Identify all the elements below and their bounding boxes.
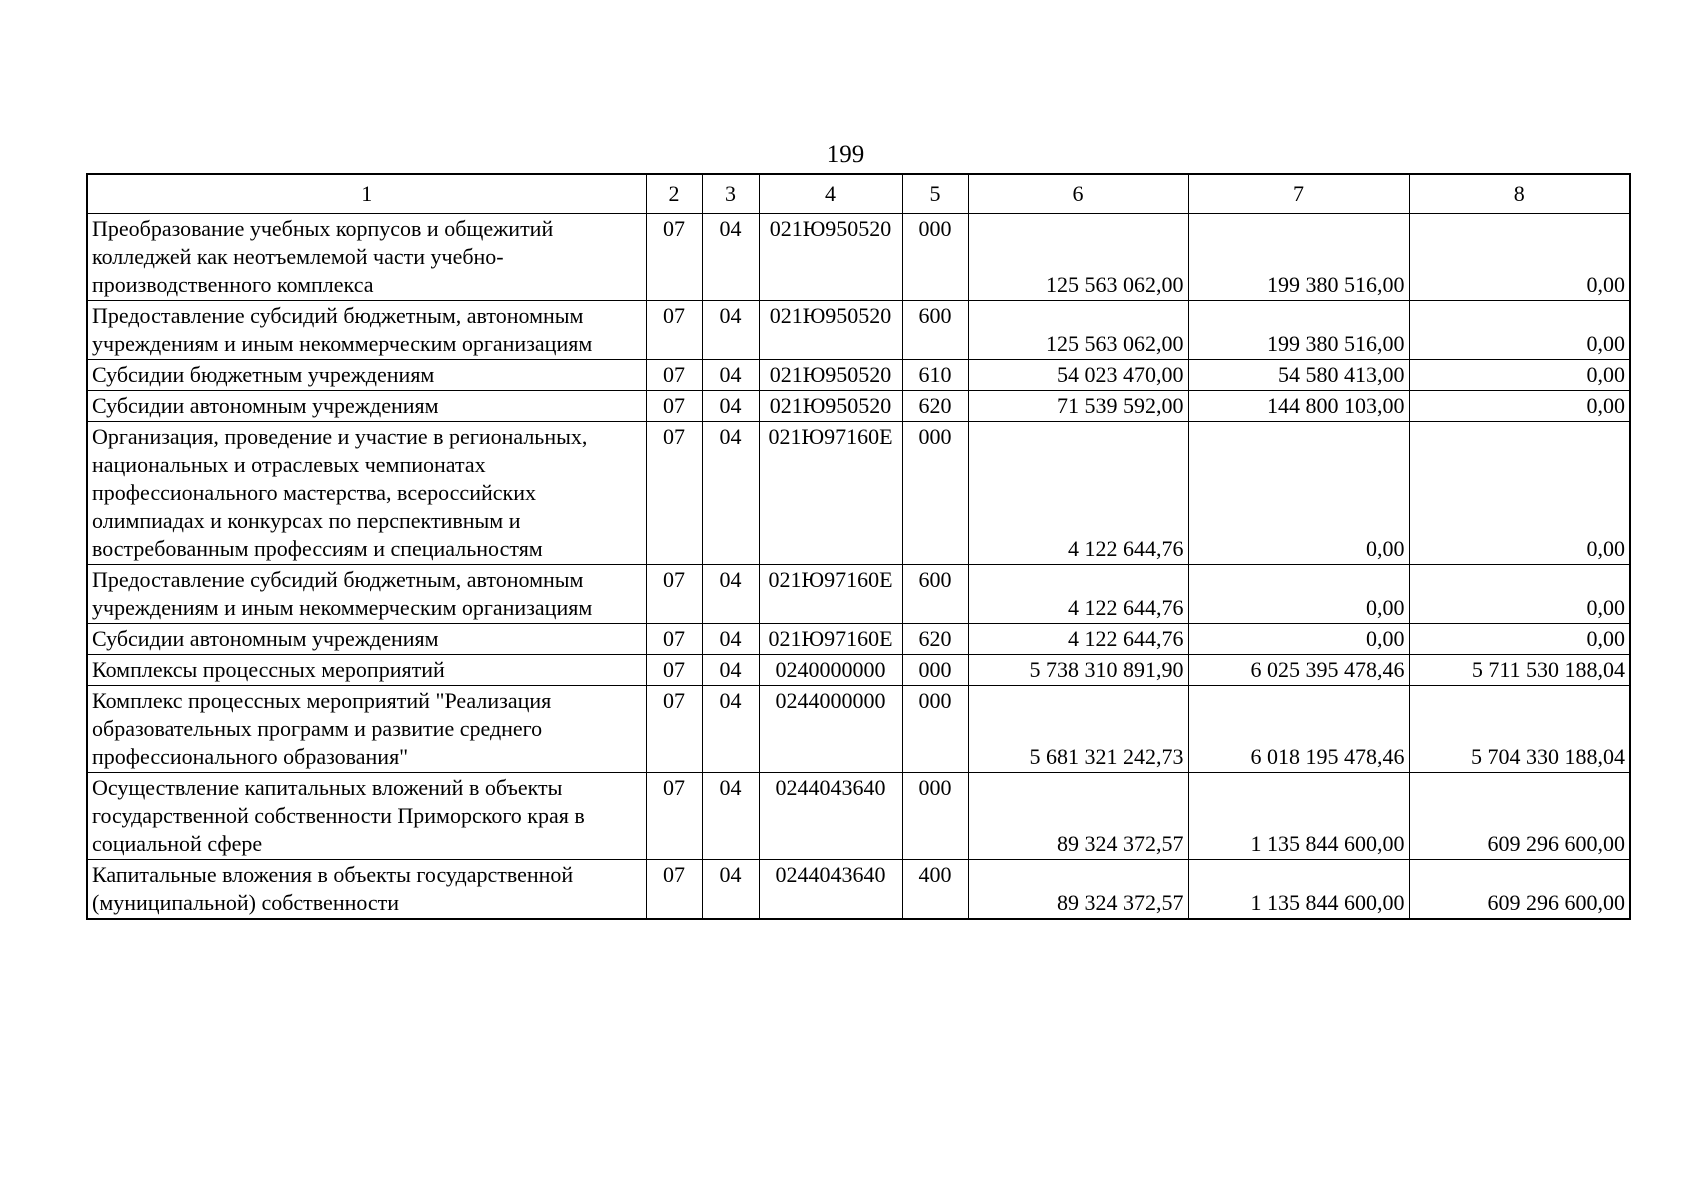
amount-year1-cell: 125 563 062,00 (968, 214, 1188, 301)
table-row (87, 214, 1630, 301)
amount-year1-cell: 4 122 644,76 (968, 624, 1188, 655)
amount-year1-cell: 4 122 644,76 (968, 565, 1188, 624)
row-name-cell: Субсидии автономным учреждениям (87, 391, 646, 422)
subsection-code-cell: 04 (702, 391, 759, 422)
target-article-cell: 021Ю950520 (759, 360, 902, 391)
table-row (87, 360, 1630, 391)
amount-year2-cell: 1 135 844 600,00 (1188, 773, 1409, 860)
target-article-cell: 0244000000 (759, 686, 902, 773)
amount-year2-cell: 0,00 (1188, 565, 1409, 624)
amount-year1-cell: 5 738 310 891,90 (968, 655, 1188, 686)
expense-type-cell: 000 (902, 422, 968, 565)
row-name-cell: Организация, проведение и участие в региональных, национальных и отраслевых чемпионатах профессионального мастерства, всероссийских олимпиадах и конкурсах по перспективным и востребованным профессиям и специальностям (87, 422, 646, 565)
row-name-cell: Комплексы процессных мероприятий (87, 655, 646, 686)
table-row (87, 565, 1630, 624)
table-row (87, 686, 1630, 773)
table-row (87, 860, 1630, 920)
amount-year2-cell: 1 135 844 600,00 (1188, 860, 1409, 920)
section-code-cell: 07 (646, 686, 702, 773)
target-article-cell: 021Ю950520 (759, 214, 902, 301)
section-code-cell: 07 (646, 773, 702, 860)
section-code-cell: 07 (646, 624, 702, 655)
section-code-cell: 07 (646, 565, 702, 624)
amount-year2-cell: 144 800 103,00 (1188, 391, 1409, 422)
expense-type-cell: 000 (902, 686, 968, 773)
page-number: 199 (826, 141, 865, 168)
subsection-code-cell: 04 (702, 655, 759, 686)
target-article-cell: 021Ю97160Е (759, 422, 902, 565)
section-code-cell: 07 (646, 422, 702, 565)
target-article-cell: 021Ю97160Е (759, 565, 902, 624)
row-name-cell: Предоставление субсидий бюджетным, автономным учреждениям и иным некоммерческим организациям (87, 565, 646, 624)
amount-year1-cell: 125 563 062,00 (968, 301, 1188, 360)
expense-type-cell: 000 (902, 773, 968, 860)
row-name-cell: Комплекс процессных мероприятий "Реализация образовательных программ и развитие среднего профессионального образования" (87, 686, 646, 773)
subsection-code-cell: 04 (702, 565, 759, 624)
expense-type-cell: 610 (902, 360, 968, 391)
amount-year2-cell: 6 018 195 478,46 (1188, 686, 1409, 773)
amount-year1-cell: 89 324 372,57 (968, 860, 1188, 920)
subsection-code-cell: 04 (702, 773, 759, 860)
row-name-cell: Преобразование учебных корпусов и общежитий колледжей как неотъемлемой части учебно-производственного комплекса (87, 214, 646, 301)
amount-year3-cell: 0,00 (1409, 565, 1630, 624)
amount-year2-cell: 199 380 516,00 (1188, 301, 1409, 360)
amount-year3-cell: 0,00 (1409, 624, 1630, 655)
row-name-cell: Субсидии автономным учреждениям (87, 624, 646, 655)
subsection-code-cell: 04 (702, 624, 759, 655)
amount-year1-cell: 4 122 644,76 (968, 422, 1188, 565)
column-header: 8 (1409, 174, 1630, 214)
expense-type-cell: 620 (902, 624, 968, 655)
amount-year3-cell: 0,00 (1409, 422, 1630, 565)
section-code-cell: 07 (646, 301, 702, 360)
target-article-cell: 0244043640 (759, 773, 902, 860)
expense-type-cell: 400 (902, 860, 968, 920)
expense-type-cell: 000 (902, 655, 968, 686)
table-row (87, 773, 1630, 860)
amount-year3-cell: 609 296 600,00 (1409, 773, 1630, 860)
amount-year3-cell: 5 711 530 188,04 (1409, 655, 1630, 686)
column-header: 1 (87, 174, 646, 214)
expense-type-cell: 600 (902, 301, 968, 360)
expense-type-cell: 000 (902, 214, 968, 301)
row-name-cell: Осуществление капитальных вложений в объекты государственной собственности Приморского края в социальной сфере (87, 773, 646, 860)
target-article-cell: 021Ю950520 (759, 391, 902, 422)
target-article-cell: 021Ю950520 (759, 301, 902, 360)
subsection-code-cell: 04 (702, 860, 759, 920)
amount-year3-cell: 0,00 (1409, 360, 1630, 391)
section-code-cell: 07 (646, 655, 702, 686)
row-name-cell: Субсидии бюджетным учреждениям (87, 360, 646, 391)
table-row (87, 422, 1630, 565)
column-header: 6 (968, 174, 1188, 214)
column-header: 5 (902, 174, 968, 214)
subsection-code-cell: 04 (702, 214, 759, 301)
target-article-cell: 021Ю97160Е (759, 624, 902, 655)
amount-year1-cell: 5 681 321 242,73 (968, 686, 1188, 773)
table-header-row (87, 174, 1630, 214)
section-code-cell: 07 (646, 360, 702, 391)
amount-year2-cell: 199 380 516,00 (1188, 214, 1409, 301)
amount-year3-cell: 0,00 (1409, 301, 1630, 360)
amount-year2-cell: 0,00 (1188, 422, 1409, 565)
budget-table (86, 173, 1631, 920)
section-code-cell: 07 (646, 860, 702, 920)
section-code-cell: 07 (646, 391, 702, 422)
table-row (87, 624, 1630, 655)
target-article-cell: 0240000000 (759, 655, 902, 686)
column-header: 7 (1188, 174, 1409, 214)
amount-year2-cell: 0,00 (1188, 624, 1409, 655)
amount-year1-cell: 89 324 372,57 (968, 773, 1188, 860)
row-name-cell: Предоставление субсидий бюджетным, автономным учреждениям и иным некоммерческим организациям (87, 301, 646, 360)
amount-year3-cell: 5 704 330 188,04 (1409, 686, 1630, 773)
column-header: 2 (646, 174, 702, 214)
amount-year2-cell: 6 025 395 478,46 (1188, 655, 1409, 686)
subsection-code-cell: 04 (702, 360, 759, 391)
amount-year3-cell: 0,00 (1409, 214, 1630, 301)
target-article-cell: 0244043640 (759, 860, 902, 920)
subsection-code-cell: 04 (702, 686, 759, 773)
subsection-code-cell: 04 (702, 301, 759, 360)
table-row (87, 655, 1630, 686)
column-header: 3 (702, 174, 759, 214)
expense-type-cell: 620 (902, 391, 968, 422)
column-header: 4 (759, 174, 902, 214)
amount-year1-cell: 71 539 592,00 (968, 391, 1188, 422)
subsection-code-cell: 04 (702, 422, 759, 565)
table-row (87, 301, 1630, 360)
amount-year3-cell: 609 296 600,00 (1409, 860, 1630, 920)
table-row (87, 391, 1630, 422)
section-code-cell: 07 (646, 214, 702, 301)
amount-year1-cell: 54 023 470,00 (968, 360, 1188, 391)
row-name-cell: Капитальные вложения в объекты государственной (муниципальной) собственности (87, 860, 646, 920)
amount-year2-cell: 54 580 413,00 (1188, 360, 1409, 391)
amount-year3-cell: 0,00 (1409, 391, 1630, 422)
expense-type-cell: 600 (902, 565, 968, 624)
